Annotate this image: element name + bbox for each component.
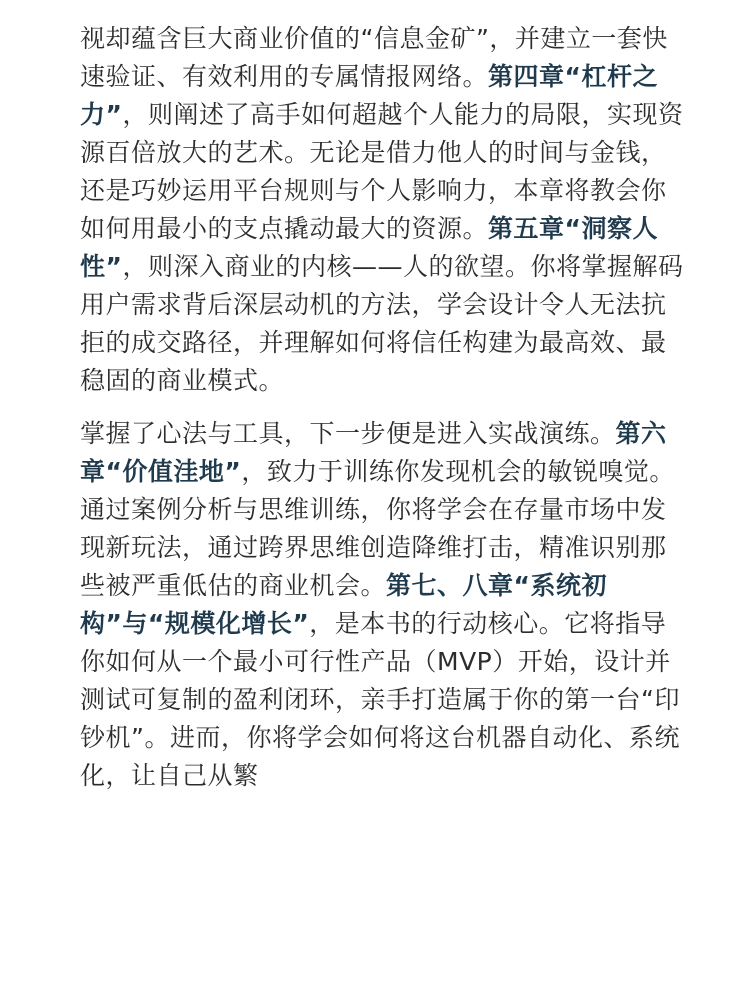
text-segment: ，则阐述了高手如何超越个人能力的局限，实现资源百倍放大的艺术。无论是借力他人的时间与金钱，还是巧妙运用平台规则与个人影响力，本章将教会你如何用最小的支点撬动最大的资源。	[80, 100, 684, 243]
chapter-four-title: 第四章“杠杆之力”	[80, 62, 658, 129]
chapter-five-title: 第五章“洞察人性”	[80, 214, 658, 281]
text-segment: ，是本书的行动核心。它将指导你如何从一个最小可行性产品（MVP）开始，设计并测试可复制的盈利闭环，亲手打造属于你的第一台“印钞机”。进而，你将学会如何将这台机器自动化、系统化，让自己从繁	[80, 609, 680, 790]
text-segment: 掌握了心法与工具，下一步便是进入实战演练。	[80, 419, 616, 448]
text-segment: ，致力于训练你发现机会的敏锐嗅觉。通过案例分析与思维训练，你将学会在存量市场中发现新玩法，通过跨界思维创造降维打击，精准识别那些被严重低估的商业机会。	[80, 457, 675, 600]
text-segment: ，则深入商业的内核——人的欲望。你将掌握解码用户需求背后深层动机的方法，学会设计令人无法抗拒的成交路径，并理解如何将信任构建为最高效、最稳固的商业模式。	[80, 252, 684, 395]
paragraph-chapters-six-eight	[80, 415, 690, 795]
chapter-seven-eight-title: 第七、八章“系统初构”与“规模化增长”	[80, 571, 607, 638]
paragraph-chapters-four-five	[80, 20, 690, 400]
chapter-six-title: 第六章“价值洼地”	[80, 419, 667, 486]
text-segment: 视却蕴含巨大商业价值的“信息金矿”，并建立一套快速验证、有效利用的专属情报网络。	[80, 24, 668, 91]
